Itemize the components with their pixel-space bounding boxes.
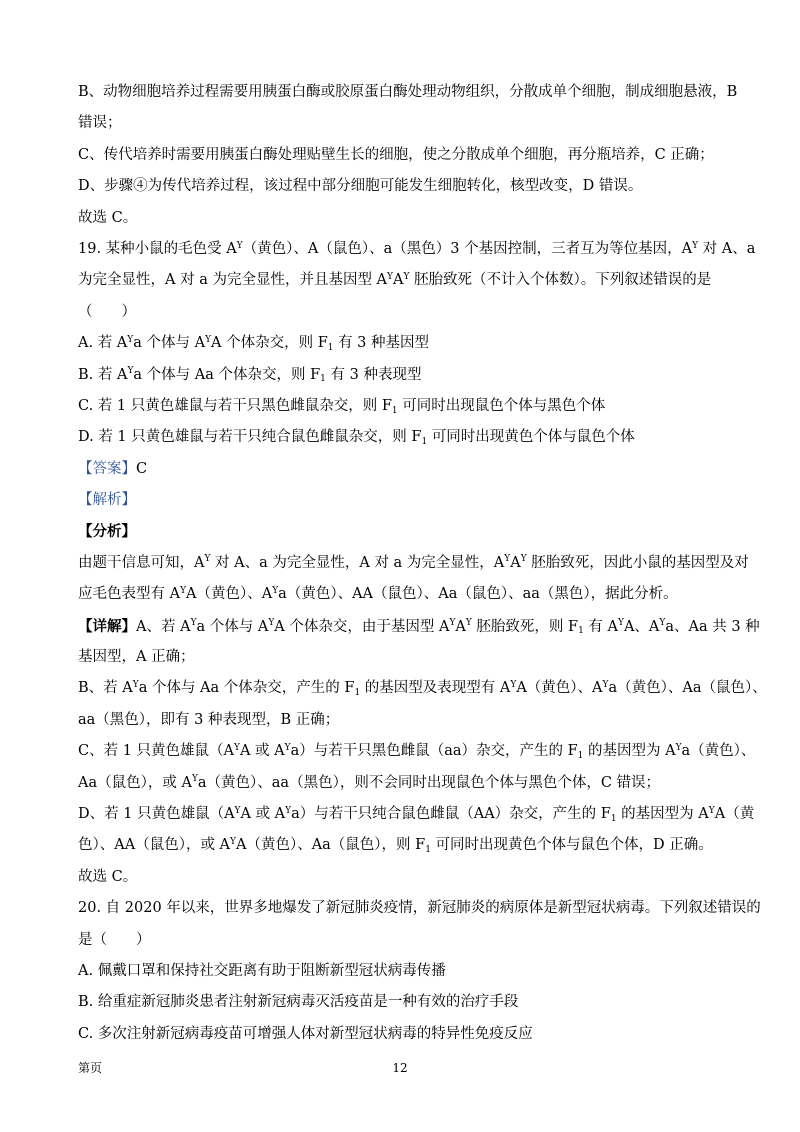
detail-line (78, 705, 738, 736)
text-run: 由题干信息可知，A (78, 554, 205, 571)
text-run: a、Aa 共 3 种 (665, 618, 760, 635)
detail-line (78, 673, 767, 704)
text-run: 基因型，A 正确； (78, 649, 195, 666)
subscript: 1 (327, 342, 334, 353)
subscript: 1 (354, 688, 361, 699)
text-run: A (392, 272, 404, 289)
superscript: Y (659, 618, 666, 629)
superscript: Y (520, 554, 527, 565)
text-run: A（黄色）、Aa（鼠色），则 F (235, 837, 426, 854)
text-run: C、传代培养时需要用胰蛋白酶处理贴壁生长的细胞，使之分散成单个细胞，再分瓶培养，C 正确； (78, 146, 714, 163)
text-run: a 个体与 Aa 个体杂交，产生的 F (138, 680, 355, 697)
text-run: 可同时出现黄色个体与鼠色个体 (427, 429, 635, 446)
superscript: Y (205, 334, 211, 345)
text-run: A（黄 (714, 805, 755, 822)
analysis-body (78, 548, 749, 611)
superscript: Y (465, 618, 472, 629)
text-run: 胚胎致死，因此小鼠的基因型及对 (526, 554, 749, 571)
text-run: A (510, 554, 521, 571)
text-run: 色）、AA（鼠色），或 A (78, 837, 231, 854)
page-content (78, 77, 767, 1050)
text-run: 是（ ） (78, 931, 151, 948)
question-stem-line (78, 297, 738, 328)
superscript: Y (602, 680, 609, 691)
superscript: Y (272, 585, 279, 596)
question-stem-line (78, 925, 738, 956)
question-stem-line (78, 234, 756, 265)
text-run: C (136, 460, 148, 477)
detail-line (78, 862, 738, 893)
text-run: 胚胎致死，则 F (471, 618, 579, 635)
text-run: a（黄色）、AA（鼠色）、Aa（鼠色）、aa（黑色），据此分析。 (278, 586, 678, 603)
superscript: Y (190, 618, 197, 629)
superscript: Y (234, 805, 241, 816)
text-run: C、若 1 只黄色雄鼠（A (78, 743, 235, 760)
subscript: 1 (578, 626, 584, 637)
previous-question-explanation (78, 77, 738, 234)
text-run: A（黄色）、A (516, 680, 603, 697)
subscript: 1 (421, 436, 428, 447)
text-run: Aa（鼠色），或 A (78, 774, 192, 791)
detail-line (78, 830, 738, 861)
question-20 (78, 893, 761, 1050)
explanation-line (78, 77, 738, 108)
text-run: a）与若干只纯合鼠色雌鼠（AA）杂交，产生的 F (291, 805, 611, 822)
text-run: C. 若 1 只黄色雄鼠与若干只黑色雌鼠杂交，则 F (78, 397, 392, 414)
text-run: A 个体杂交，由于基因型 A (274, 618, 450, 635)
explanation-line (78, 108, 738, 139)
analysis-label (78, 485, 738, 516)
text-run: A 个体杂交，则 F (211, 335, 328, 352)
detail-line (78, 611, 760, 642)
text-run: 对 A、a (698, 240, 756, 257)
detail-line (78, 642, 738, 673)
superscript: Y (403, 271, 410, 282)
bold-heading: 【详解】 (78, 617, 136, 635)
option-item (78, 328, 738, 359)
analysis-line (78, 548, 749, 579)
analysis-label-line (78, 485, 738, 516)
superscript: Y (285, 805, 292, 816)
text-run: D、若 1 只黄色雄鼠（A (78, 805, 235, 822)
superscript: Y (127, 366, 134, 377)
superscript: Y (387, 271, 393, 282)
text-run: 有 3 种基因型 (333, 335, 430, 352)
text-run: A 或 A (240, 805, 286, 822)
text-run: a（黄色）、Aa（鼠色）、 (608, 680, 767, 697)
text-run: 有 3 种表现型 (325, 366, 422, 383)
superscript: Y (127, 334, 134, 345)
page-number: 12 (392, 1061, 408, 1075)
analysis-heading (78, 516, 738, 547)
subscript: 1 (610, 813, 617, 824)
text-run: a 个体与 A (196, 618, 269, 635)
option-item (78, 987, 738, 1018)
question-19-stem (78, 234, 756, 328)
superscript: Y (284, 742, 291, 753)
text-run: B. 若 A (78, 366, 128, 383)
section-label: 【答案】 (78, 460, 136, 477)
superscript: Y (132, 680, 139, 691)
page-footer (78, 1060, 722, 1076)
text-run: 有 A (583, 618, 619, 635)
footer-label: 第页 (78, 1061, 103, 1075)
text-run: 的基因型及表现型有 A (360, 680, 511, 697)
text-run: D. 若 1 只黄色雄鼠与若干只纯合鼠色雌鼠杂交，则 F (78, 429, 422, 446)
detail-line (78, 799, 755, 830)
superscript: Y (268, 618, 275, 629)
text-run: 胚胎致死（不计入个体数）。下列叙述错误的是 (409, 272, 712, 289)
question-20-options (78, 956, 738, 1050)
text-run: A 或 A (239, 743, 285, 760)
bold-heading: 【分析】 (78, 523, 136, 541)
subscript: 1 (391, 405, 398, 416)
subscript: 1 (577, 750, 584, 761)
text-run: A. 若 A (78, 335, 128, 352)
explanation-line (78, 140, 738, 171)
subscript: 1 (425, 845, 431, 856)
text-run: A. 佩戴口罩和保持社交距离有助于阻断新型冠状病毒传播 (78, 962, 446, 979)
text-run: A（黄色）、A (186, 586, 273, 603)
text-run: 故选 C。 (78, 209, 138, 226)
explanation-line (78, 203, 738, 234)
answer-line (78, 454, 738, 485)
detail-line (78, 768, 738, 799)
option-item (78, 1019, 738, 1050)
text-run: a）与若干只黑色雌鼠（aa）杂交，产生的 F (290, 743, 578, 760)
question-19 (78, 234, 756, 454)
superscript: Y (510, 680, 517, 691)
text-run: 的基因型为 A (616, 805, 709, 822)
superscript: Y (191, 774, 198, 785)
text-run: a 个体与 A (133, 335, 206, 352)
text-run: a 个体与 Aa 个体杂交，则 F (133, 366, 321, 383)
superscript: Y (675, 742, 682, 753)
superscript: Y (230, 836, 236, 847)
question-stem-line (78, 265, 738, 296)
detail-line (78, 736, 756, 767)
detailed-explanation (78, 611, 767, 894)
superscript: Y (618, 618, 624, 629)
text-run: 可同时出现黄色个体与鼠色个体，D 正确。 (430, 837, 713, 854)
text-run: 的基因型为 A (583, 743, 676, 760)
analysis-line (78, 579, 738, 610)
text-run: A (455, 618, 466, 635)
text-run: （ ） (78, 303, 136, 320)
section-label: 【解析】 (78, 492, 136, 509)
superscript: Y (708, 805, 715, 816)
text-run: 对 A、a 为完全显性，A 对 a 为完全显性，A (210, 554, 505, 571)
text-run: B、动物细胞培养过程需要用胰蛋白酶或胶原蛋白酶处理动物组织，分散成单个细胞，制成细胞悬液，B (78, 84, 738, 100)
text-run: 19. 某种小鼠的毛色受 A (78, 240, 237, 257)
text-run: A、A (623, 618, 660, 635)
text-run: C. 多次注射新冠病毒疫苗可增强人体对新型冠状病毒的特异性免疫反应 (78, 1025, 533, 1042)
text-run: B、若 A (78, 680, 133, 697)
text-run: （黄色）、A（鼠色）、a（黑色）3 个基因控制，三者互为等位基因，A (242, 240, 693, 257)
text-run: 20. 自 2020 年以来，世界多地爆发了新冠肺炎疫情，新冠肺炎的病原体是新型冠状病毒。下列叙述错误的 (78, 900, 761, 917)
superscript: Y (204, 554, 211, 565)
text-run: D、步骤④为传代培养过程，该过程中部分细胞可能发生细胞转化，核型改变，D 错误。 (78, 178, 643, 195)
superscript: Y (234, 742, 240, 753)
analysis-heading-line (78, 516, 738, 547)
text-run: 可同时出现鼠色个体与黑色个体 (397, 397, 606, 414)
question-stem-line (78, 893, 761, 924)
text-run: B. 给重症新冠肺炎患者注射新冠病毒灭活疫苗是一种有效的治疗手段 (78, 994, 519, 1011)
text-run: a（黄色）、 (681, 743, 756, 760)
text-run: 应毛色表型有 A (78, 586, 181, 603)
option-item (78, 391, 738, 422)
text-run: aa（黑色），即有 3 种表现型，B 正确； (78, 711, 340, 728)
subscript: 1 (320, 374, 326, 385)
text-run: 故选 C。 (78, 868, 138, 885)
superscript: Y (180, 585, 187, 596)
option-item (78, 956, 738, 987)
superscript: Y (504, 554, 511, 565)
text-run: A、若 A (136, 618, 191, 635)
solution-19 (78, 454, 767, 893)
superscript: Y (692, 240, 699, 251)
question-20-stem (78, 893, 761, 956)
superscript: Y (449, 618, 456, 629)
question-19-options (78, 328, 738, 454)
text-run: 为完全显性，A 对 a 为完全显性，并且基因型 A (78, 272, 388, 289)
answer (78, 454, 738, 485)
superscript: Y (236, 240, 243, 251)
explanation-line (78, 171, 738, 202)
text-run: 错误； (78, 115, 122, 132)
option-item (78, 422, 738, 453)
option-item (78, 360, 738, 391)
text-run: a（黄色）、aa（黑色），则不会同时出现鼠色个体与黑色个体，C 错误； (197, 774, 661, 791)
